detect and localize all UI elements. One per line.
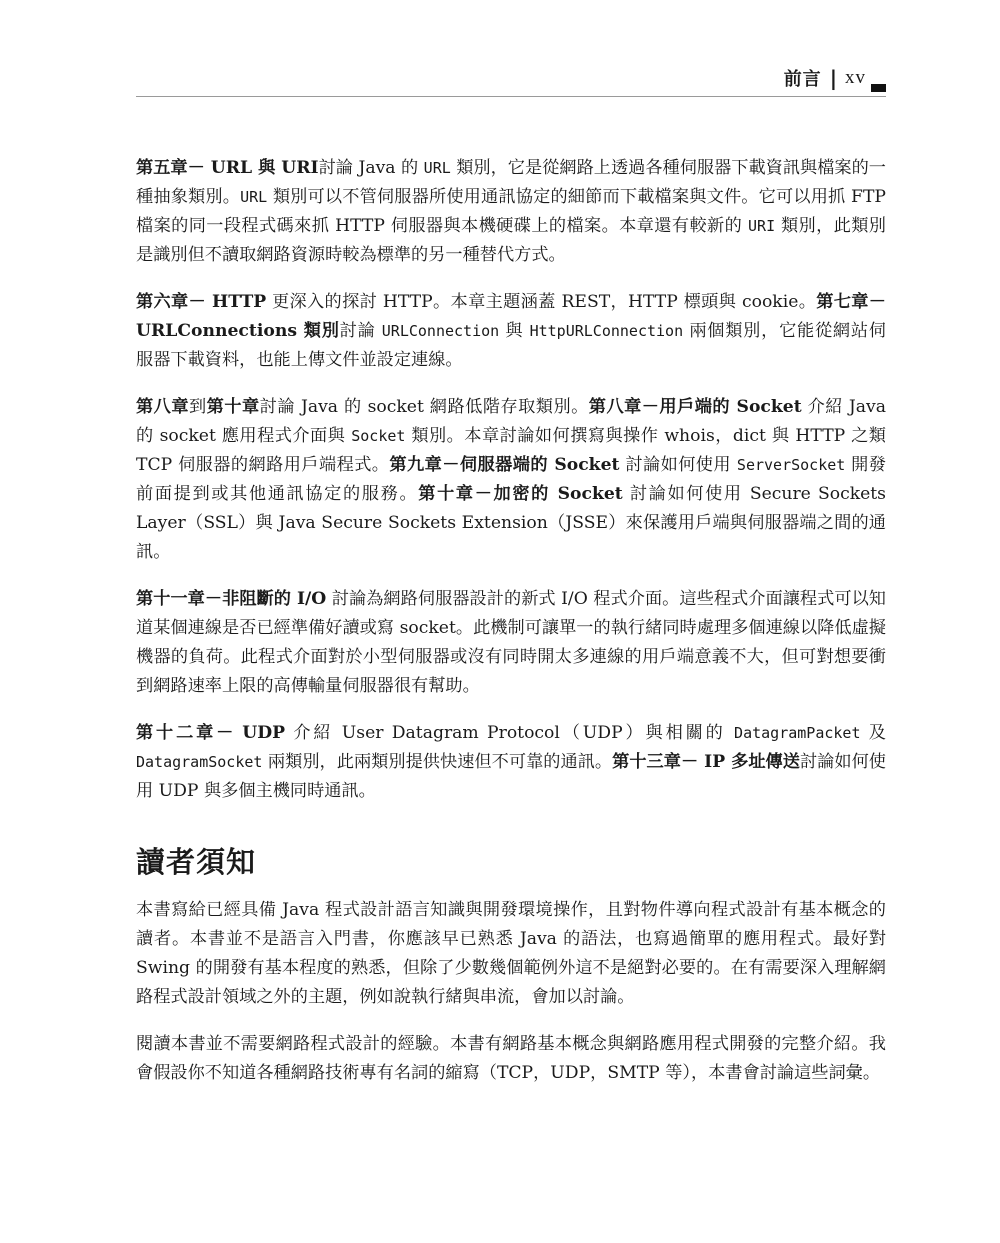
text-run: 與 [499,321,530,341]
text-run: 類別，它是從網路上透過各種伺服器下載資訊與檔案的一種抽象類別。 [136,158,886,207]
bold-run: 第九章－伺服器端的 Socket [389,455,620,475]
paragraph [136,288,886,375]
bold-run: 第十二章－ UDP [136,723,286,743]
text-run: 討論為網路伺服器設計的新式 I/O 程式介面。這些程式介面讓程式可以知道某個連線是否已經準備好讀或寫 socket。此機制可讓單一的執行緒同時處理多個連線以降低虛擬機器的負荷。此程式介面對於小型伺服器或沒有同時開太多連線的用戶端意義不大，但可對想要衝到網路速率上限的高傳輸量伺服器很有幫助。 [136,589,886,696]
text-run: 本書寫給已經具備 Java 程式設計語言知識與開發環境操作，且對物件導向程式設計有基本概念的讀者。本書並不是語言入門書，你應該早已熟悉 Java 的語法，也寫過簡單的應用程式。最好對 Swing 的開發有基本程度的熟悉，但除了少數幾個範例外這不是絕對必要的。在有需要深入理解網路程式設計領域之外的主題，例如說執行緒與串流，會加以討論。 [136,900,886,1007]
bold-run: 第十章 [206,397,260,417]
text-run: 更深入的探討 HTTP。本章主題涵蓋 REST，HTTP 標頭與 cookie。 [266,292,817,312]
paragraph [136,585,886,701]
code-run: URI [748,217,776,235]
page-body [136,154,886,1106]
text-run: 兩個類別，它能從網站伺服器下載資料，也能上傳文件並設定連線。 [136,321,886,370]
code-run: ServerSocket [736,456,846,474]
text-run: 閱讀本書並不需要網路程式設計的經驗。本書有網路基本概念與網路應用程式開發的完整介紹。我會假設你不知道各種網路技術專有名詞的縮寫（TCP，UDP，SMTP 等），本書會討論這些詞彙。 [136,1034,886,1083]
paragraph [136,154,886,270]
header-right [784,64,886,92]
section-body [136,896,886,1088]
text-run: 開發前面提到或其他通訊協定的服務。 [136,455,886,504]
text-run: 討論如何使用 [619,455,737,475]
bold-run: 第八章－用戶端的 Socket [588,397,802,417]
text-run: 類別可以不管伺服器所使用通訊協定的細節而下載檔案與文件。它可以用抓 FTP 檔案的同一段程式碼來抓 HTTP 伺服器與本機硬碟上的檔案。本章還有較新的 [136,187,886,236]
paragraph [136,393,886,567]
bold-run: 第十章－加密的 Socket [418,484,623,504]
code-run: URL [423,159,451,177]
section-heading: 讀者須知 [136,845,257,879]
code-run: DatagramSocket [136,753,263,771]
text-run: 討論如何使用 UDP 與多個主機同時通訊。 [136,752,886,801]
bold-run: 第八章 [136,397,189,417]
running-header [136,62,886,97]
paragraph [136,719,886,806]
text-run: 介紹 User Datagram Protocol（UDP）與相關的 [285,723,735,743]
bold-run: 第十三章－ IP 多址傳送 [612,752,800,772]
bold-run: 第六章－ HTTP [136,292,267,312]
code-run: URL [240,188,268,206]
text-run: 類別。本章討論如何撰寫與操作 whois，dict 與 HTTP 之類 TCP 伺服器的網路用戶端程式。 [136,426,886,475]
page-number: xv [845,67,866,88]
text-run: 到 [189,397,207,417]
text-run: 類別，此類別是識別但不讀取網路資源時較為標準的另一種替代方式。 [136,216,886,265]
paragraph [136,1030,886,1088]
text-run: 兩類別，此兩類別提供快速但不可靠的通訊。 [262,752,613,772]
text-run: 討論 Java 的 [318,158,424,178]
paragraph [136,896,886,1012]
code-run: Socket [351,427,406,445]
chapter-summary-list [136,154,886,806]
text-run: 討論 Java 的 socket 網路低階存取類別。 [259,397,589,417]
text-run: 討論如何使用 Secure Sockets Layer（SSL）與 Java Secure Sockets Extension（JSSE）來保護用戶端與伺服器端之間的通訊。 [136,484,887,562]
chapter-title: 前言 [783,69,822,90]
header-separator: | [829,66,837,90]
bold-run: 第十一章－非阻斷的 I/O [136,589,327,609]
bold-run: 第五章－ URL 與 URI [136,158,319,178]
code-run: DatagramPacket [734,724,861,742]
bold-run: 第七章－ URLConnections 類別 [136,292,886,341]
code-run: URLConnection [381,322,500,340]
text-run: 介紹 Java 的 socket 應用程式介面與 [136,397,886,446]
text-run: 及 [860,723,886,743]
text-run: 討論 [339,321,382,341]
code-run: HttpURLConnection [529,322,684,340]
header-marker-block [871,84,886,92]
